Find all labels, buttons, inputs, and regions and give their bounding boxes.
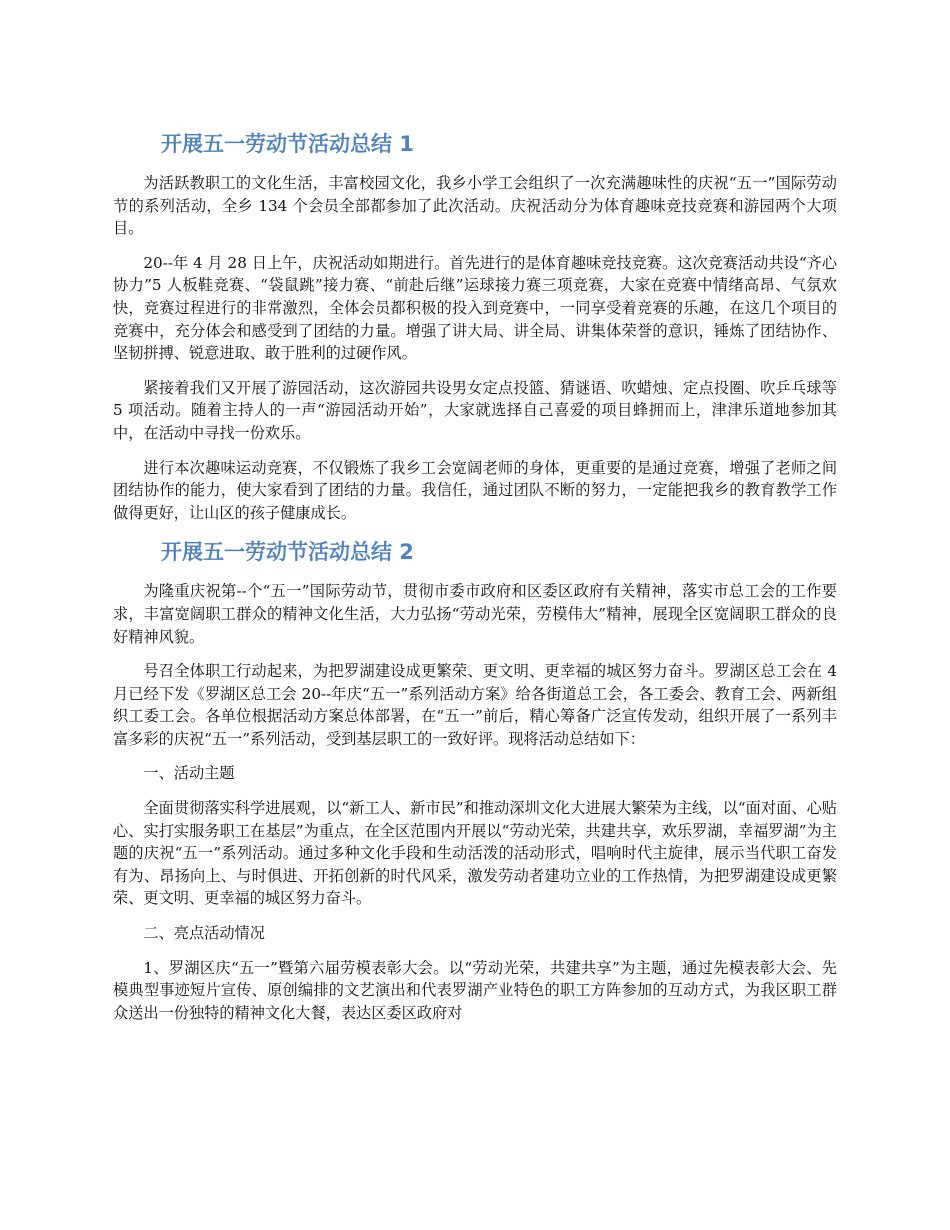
- section-1-paragraph-3: 紧接着我们又开展了游园活动，这次游园共设男女定点投篮、猜谜语、吹蜡烛、定点投圈、吹乒乓球等 5 项活动。随着主持人的一声“游园活动开始”，大家就选择自己喜爱的项目蜂拥而上，津津乐道地参加其中，在活动中寻找一份欢乐。: [113, 378, 837, 442]
- document-body: [113, 128, 837, 1036]
- section-2-subheading-2: 二、亮点活动情况: [143, 924, 265, 943]
- section-2-paragraph-3: 全面贯彻落实科学进展观，以“新工人、新市民”和推动深圳文化大进展大繁荣为主线，以“面对面、心贴心、实打实服务职工在基层”为重点，在全区范围内开展以“劳动光荣，共建共享，欢乐罗湖，幸福罗湖”为主题的庆祝“五一”系列活动。通过多种文化手段和生动活泼的活动形式，唱响时代主旋律，展示当代职工奋发有为、昂扬向上、与时俱进、开拓创新的时代风采，激发劳动者建功立业的工作热情，为把罗湖建设成更繁荣、更文明、更幸福的城区努力奋斗。: [113, 799, 837, 908]
- section-1-paragraph-1: 为活跃教职工的文化生活，丰富校园文化，我乡小学工会组织了一次充满趣味性的庆祝“五一”国际劳动节的系列活动，全乡 134 个会员全部都参加了此次活动。庆祝活动分为体育趣味竞技竞赛和游园两个大项目。: [113, 174, 837, 238]
- section-1-paragraph-2: 20--年 4 月 28 日上午，庆祝活动如期进行。首先进行的是体育趣味竞技竞赛。这次竞赛活动共设“齐心协力”5 人板鞋竞赛、“袋鼠跳”接力赛、“前赴后继”运球接力赛三项竞赛，大家在竞赛中情绪高昂、气氛欢快，竞赛过程进行的非常激烈，全体会员都积极的投入到竞赛中，一同享受着竞赛的乐趣，在这几个项目的竞赛中，充分体会和感受到了团结的力量。增强了讲大局、讲全局、讲集体荣誉的意识，锤炼了团结协作、坚韧拼搏、锐意进取、敢于胜利的过硬作风。: [113, 253, 837, 363]
- section-2-paragraph-1: 为隆重庆祝第--个“五一”国际劳动节，贯彻市委市政府和区委区政府有关精神，落实市总工会的工作要求，丰富宽阔职工群众的精神文化生活，大力弘扬“劳动光荣，劳模伟大”精神，展现全区宽阔职工群众的良好精神风貌。: [113, 582, 837, 646]
- section-2-title: 开展五一劳动节活动总结 2: [161, 540, 414, 565]
- section-2-paragraph-2: 号召全体职工行动起来，为把罗湖建设成更繁荣、更文明、更幸福的城区努力奋斗。罗湖区总工会在 4 月已经下发《罗湖区总工会 20--年庆“五一”系列活动方案》给各街道总工会，各工委会、教育工会、两新组织工委工会。各单位根据活动方案总体部署，在“五一”前后，精心筹备广泛宣传发动，组织开展了一系列丰富多彩的庆祝“五一”系列活动，受到基层职工的一致好评。现将活动总结如下：: [113, 662, 837, 748]
- section-2-subheading-1: 一、活动主题: [143, 764, 235, 783]
- section-2-paragraph-4: 1、罗湖区庆“五一”暨第六届劳模表彰大会。以“劳动光荣，共建共享”为主题，通过先模表彰大会、先模典型事迹短片宣传、原创编排的文艺演出和代表罗湖产业特色的职工方阵参加的互动方式，为我区职工群众送出一份独特的精神文化大餐，表达区委区政府对: [113, 958, 837, 1022]
- section-1-paragraph-4: 进行本次趣味运动竞赛，不仅锻炼了我乡工会宽阔老师的身体，更重要的是通过竞赛，增强了老师之间团结协作的能力，使大家看到了团结的力量。我信任，通过团队不断的努力，一定能把我乡的教育教学工作做得更好，让山区的孩子健康成长。: [113, 458, 837, 522]
- section-1-title: 开展五一劳动节活动总结 1: [161, 132, 414, 156]
